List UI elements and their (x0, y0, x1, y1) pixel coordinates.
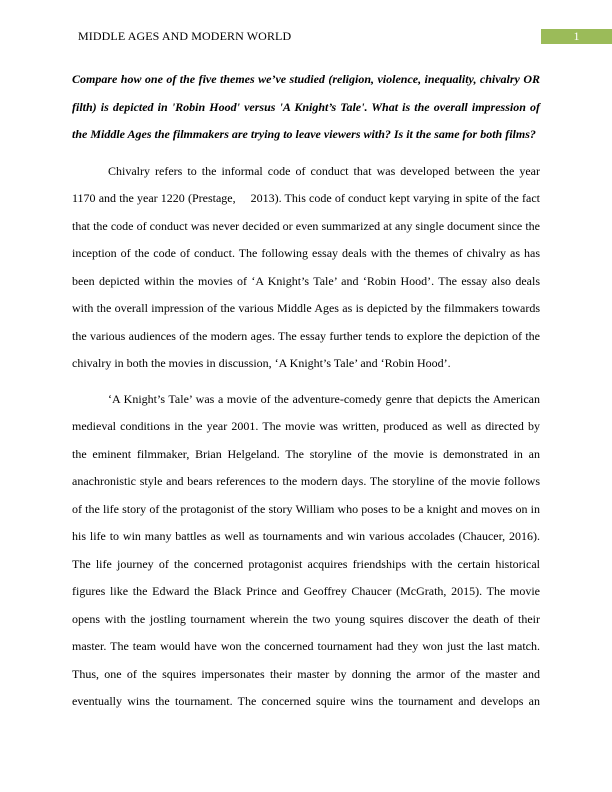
page-number-badge (541, 29, 612, 44)
paragraph-text-before-gap: Chivalry refers to the informal code of conduct that was developed between the year 1170 and the year 1220 (Prestage, (72, 163, 540, 206)
paragraph-chivalry-intro (72, 158, 540, 378)
document-body (72, 66, 540, 716)
page-number: 1 (573, 29, 580, 43)
paragraph-knights-tale: ‘A Knight’s Tale’ was a movie of the adventure-comedy genre that depicts the American medieval conditions in the year 2001. The movie was written, produced as well as directed by the eminent filmmaker, Brian Helgeland. The storyline of the movie is demonstrated in an anachronistic style and bears references to the modern days. The storyline of the movie follows of the life story of the protagonist of the story William who poses to be a knight and moves on in his life to win many battles as well as tournaments and win various accolades (Chaucer, 2016). The life journey of the concerned protagonist acquires friendships with the certain historical figures like the Edward the Black Prince and Geoffrey Chaucer (McGrath, 2015). The movie opens with the jostling tournament wherein the two young squires discover the death of their master. The team would have won the concerned tournament had they won just the last match. Thus, one of the squires impersonates their master by donning the armor of the master and eventually wins the tournament. The concerned squire wins the tournament and develops an (72, 391, 540, 709)
paragraph-text-after-gap: 2013). This code of conduct kept varying in spite of the fact that the code of conduct was never decided or even summarized at any single document since the inception of the code of conduct. The following essay deals with the themes of chivalry as has been depicted within the movies of ‘A Knight’s Tale’ and ‘Robin Hood’. The essay also deals with the overall impression of the various Middle Ages as is depicted by the filmmakers towards the various audiences of the modern ages. The essay further tends to explore the depiction of the chivalry in both the movies in discussion, ‘A Knight’s Tale’ and ‘Robin Hood’. (72, 191, 540, 371)
running-head: MIDDLE AGES AND MODERN WORLD (78, 29, 292, 43)
essay-prompt: Compare how one of the five themes we’ve studied (religion, violence, inequality, chivalry OR filth) is depicted in 'Robin Hood' versus 'A Knight’s Tale'. What is the overall impression of the Middle Ages the filmmakers are trying to leave viewers with? Is it the same for both films? (72, 72, 540, 142)
